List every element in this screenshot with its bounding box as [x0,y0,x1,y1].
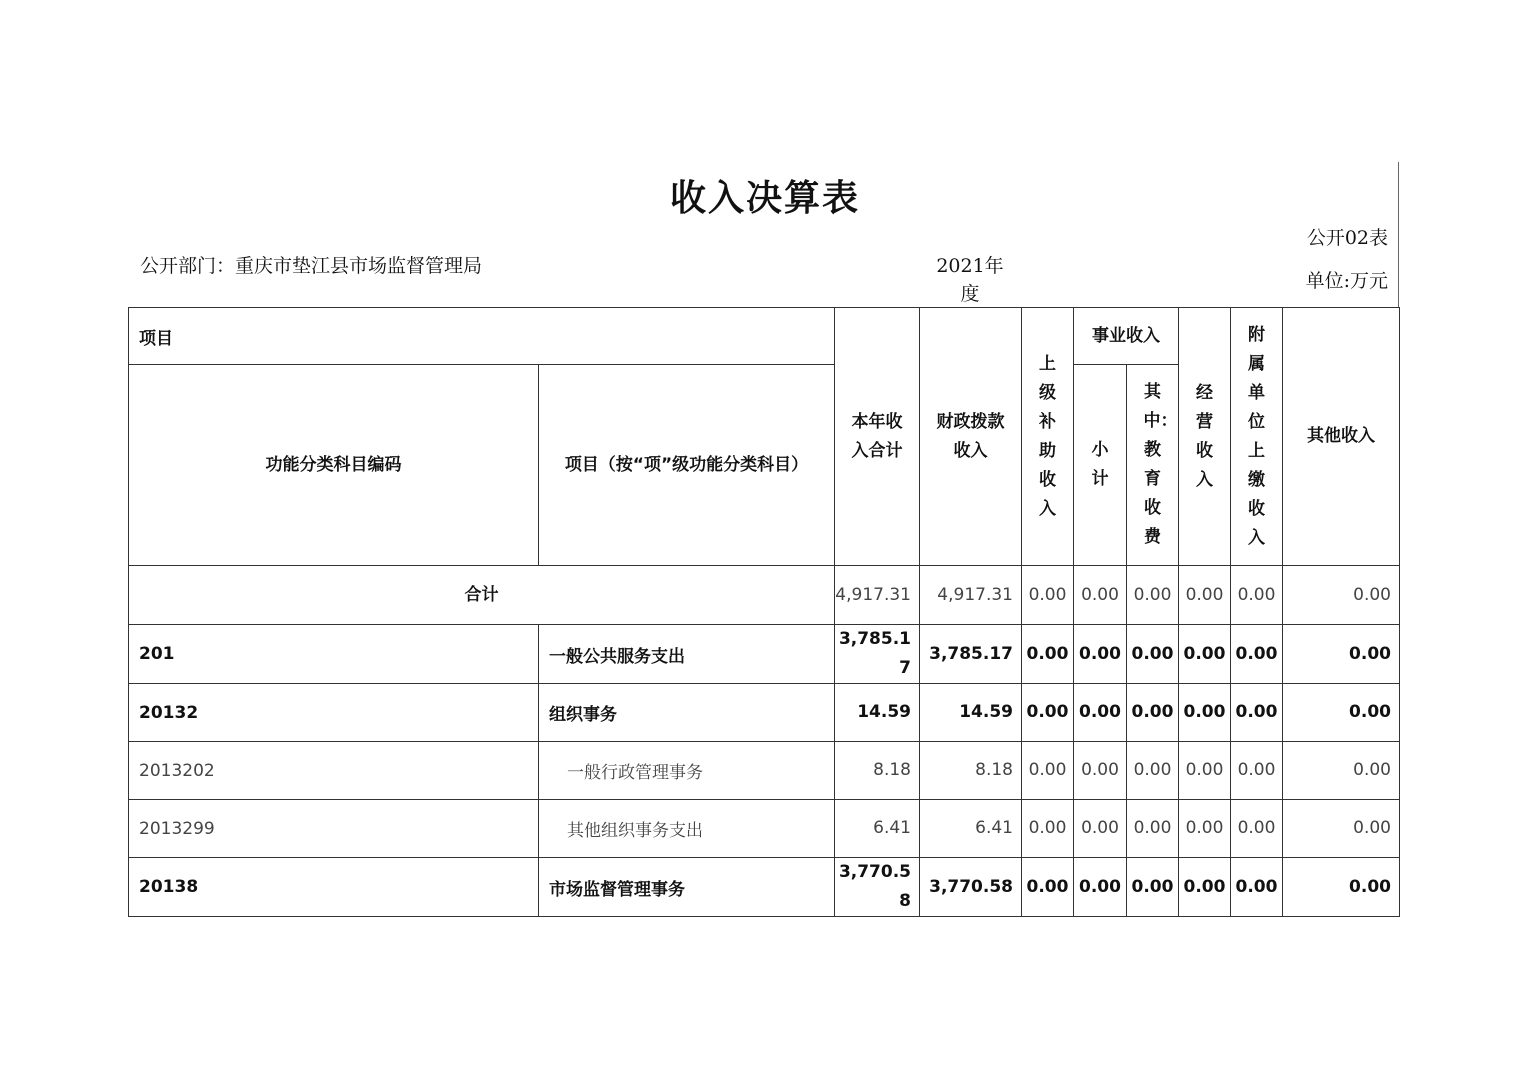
cell-total: 14.59 [835,684,920,742]
header-affiliated: 附属单位上缴收入 [1231,308,1283,566]
cell-fiscal: 8.18 [920,742,1022,800]
cell-other: 0.00 [1283,858,1400,917]
header-project: 项目 [129,308,835,365]
table-row [129,625,1400,684]
right-border-line [1398,162,1399,308]
header-total: 本年收入合计 [835,308,920,566]
cell-operating: 0.00 [1179,800,1231,858]
department-label: 公开部门：重庆市垫江县市场监督管理局 [140,255,483,277]
cell-total: 6.41 [835,800,920,858]
cell-operating: 0.00 [1179,625,1231,684]
cell-superior: 0.00 [1022,566,1074,625]
cell-affiliated: 0.00 [1231,858,1283,917]
header-education: 其中：教育收费 [1127,365,1179,566]
cell-fiscal: 3,785.17 [920,625,1022,684]
cell-fiscal: 4,917.31 [920,566,1022,625]
cell-fiscal: 6.41 [920,800,1022,858]
cell-subtotal: 0.00 [1074,800,1127,858]
table-row [129,800,1400,858]
cell-subtotal: 0.00 [1074,566,1127,625]
cell-fiscal: 14.59 [920,684,1022,742]
cell-total: 8.18 [835,742,920,800]
header-subtotal: 小计 [1074,365,1127,566]
cell-subtotal: 0.00 [1074,625,1127,684]
cell-operating: 0.00 [1179,742,1231,800]
cell-affiliated: 0.00 [1231,684,1283,742]
cell-superior: 0.00 [1022,800,1074,858]
row-name: 一般公共服务支出 [539,625,835,684]
header-fiscal: 财政拨款收入 [920,308,1022,566]
cell-affiliated: 0.00 [1231,566,1283,625]
cell-education: 0.00 [1127,625,1179,684]
header-item: 项目（按“项”级功能分类科目） [539,365,835,566]
row-code: 20132 [129,684,539,742]
cell-subtotal: 0.00 [1074,858,1127,917]
cell-superior: 0.00 [1022,742,1074,800]
income-table [128,307,1400,917]
row-code: 20138 [129,858,539,917]
row-name: 市场监督管理事务 [539,858,835,917]
total-row [129,566,1400,625]
cell-education: 0.00 [1127,858,1179,917]
cell-total: 4,917.31 [835,566,920,625]
table-row [129,742,1400,800]
cell-superior: 0.00 [1022,684,1074,742]
total-label: 合计 [129,566,835,625]
header-operating: 经营收入 [1179,308,1231,566]
row-code: 201 [129,625,539,684]
page-title: 收入决算表 [669,178,860,219]
cell-operating: 0.00 [1179,566,1231,625]
cell-education: 0.00 [1127,684,1179,742]
cell-education: 0.00 [1127,566,1179,625]
cell-operating: 0.00 [1179,684,1231,742]
cell-total: 3,770.58 [835,858,920,917]
table-row [129,684,1400,742]
year-label: 2021年度 [936,255,1004,305]
row-name: 组织事务 [539,684,835,742]
cell-subtotal: 0.00 [1074,684,1127,742]
row-code: 2013299 [129,800,539,858]
row-code: 2013202 [129,742,539,800]
table-row [129,858,1400,917]
cell-other: 0.00 [1283,566,1400,625]
cell-education: 0.00 [1127,742,1179,800]
row-name: 其他组织事务支出 [539,800,835,858]
cell-superior: 0.00 [1022,625,1074,684]
cell-operating: 0.00 [1179,858,1231,917]
cell-other: 0.00 [1283,800,1400,858]
cell-other: 0.00 [1283,742,1400,800]
cell-other: 0.00 [1283,625,1400,684]
cell-affiliated: 0.00 [1231,742,1283,800]
row-name: 一般行政管理事务 [539,742,835,800]
header-superior: 上级补助收入 [1022,308,1074,566]
header-other: 其他收入 [1283,308,1400,566]
cell-fiscal: 3,770.58 [920,858,1022,917]
header-business: 事业收入 [1074,308,1179,365]
cell-subtotal: 0.00 [1074,742,1127,800]
cell-superior: 0.00 [1022,858,1074,917]
form-number: 公开02表 [1306,227,1388,249]
cell-affiliated: 0.00 [1231,625,1283,684]
unit-label: 单位:万元 [1305,270,1388,292]
cell-other: 0.00 [1283,684,1400,742]
header-code: 功能分类科目编码 [129,365,539,566]
cell-total: 3,785.17 [835,625,920,684]
cell-education: 0.00 [1127,800,1179,858]
cell-affiliated: 0.00 [1231,800,1283,858]
